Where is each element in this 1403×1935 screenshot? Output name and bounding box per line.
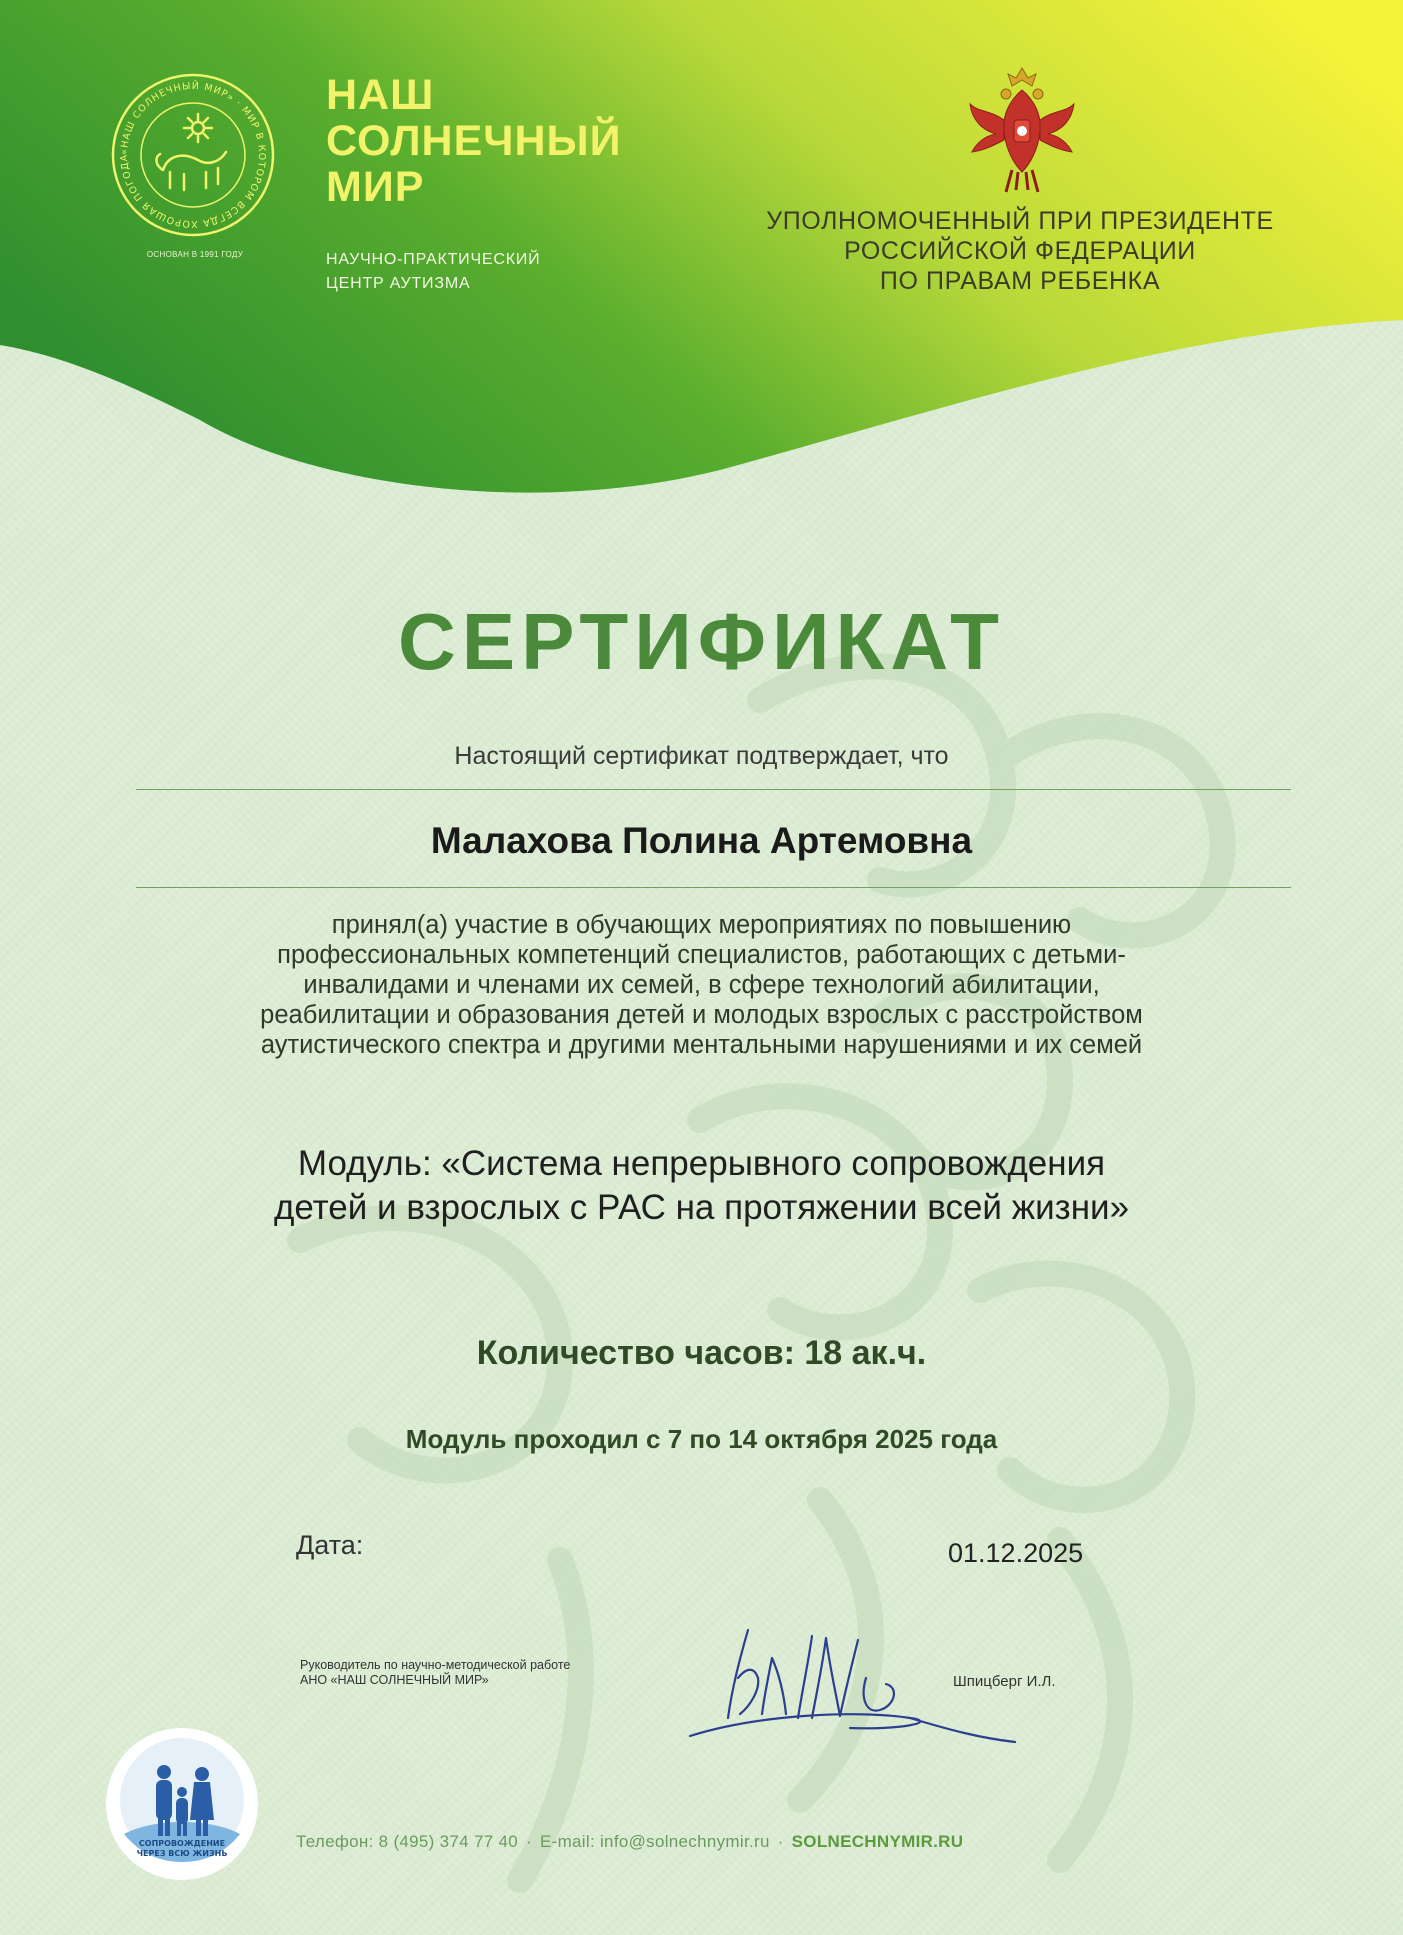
signatory-position bbox=[300, 1658, 570, 1688]
signatory-name: Шпицберг И.Л. bbox=[953, 1673, 1056, 1690]
email-link[interactable]: E-mail: info@solnechnymir.ru bbox=[539, 1832, 770, 1851]
founded-year: ОСНОВАН В 1991 ГОДУ bbox=[146, 250, 244, 259]
participation-line: профессиональных компетенций специалистов, работающих с детьми- bbox=[277, 941, 1126, 969]
confirmation-text: Настоящий сертификат подтверждает, что bbox=[454, 742, 949, 770]
brand-line: МИР bbox=[326, 163, 425, 211]
authority-line: РОССИЙСКОЙ ФЕДЕРАЦИИ bbox=[844, 237, 1196, 265]
participation-line: инвалидами и членами их семей, в сфере технологий абилитации, bbox=[303, 971, 1100, 999]
participation-line: реабилитации и образования детей и молодых взрослых с расстройством bbox=[260, 1001, 1143, 1029]
authority-line: УПОЛНОМОЧЕННЫЙ ПРИ ПРЕЗИДЕНТЕ bbox=[766, 207, 1274, 235]
phone-text: Телефон: 8 (495) 374 77 40 bbox=[296, 1832, 518, 1851]
brand-line: СОЛНЕЧНЫЙ bbox=[326, 117, 622, 165]
signatory-position-line: АНО «НАШ СОЛНЕЧНЫЙ МИР» bbox=[300, 1673, 489, 1687]
coat-of-arms-emblem bbox=[962, 60, 1082, 200]
module-line: Модуль: «Система непрерывного сопровождения bbox=[297, 1144, 1106, 1183]
divider-top bbox=[136, 789, 1291, 790]
contacts-footer bbox=[296, 1832, 963, 1852]
organization-logo bbox=[108, 70, 278, 240]
authority-line: ПО ПРАВАМ РЕБЕНКА bbox=[879, 267, 1161, 295]
certificate-title: СЕРТИФИКАТ bbox=[397, 597, 1006, 686]
badge-line: СОПРОВОЖДЕНИЕ bbox=[138, 1839, 226, 1848]
lifelong-support-badge bbox=[104, 1726, 260, 1882]
brand-subtitle bbox=[326, 248, 540, 296]
date-label: Дата: bbox=[296, 1530, 364, 1560]
divider-bottom bbox=[136, 887, 1291, 888]
participation-text bbox=[150, 910, 1253, 1060]
participation-line: принял(а) участие в обучающих мероприятиях по повышению bbox=[331, 911, 1072, 939]
module-line: детей и взрослых с РАС на протяжении всей жизни» bbox=[273, 1188, 1130, 1227]
authority-title bbox=[700, 206, 1340, 296]
module-title bbox=[120, 1142, 1283, 1230]
svg-text:«НАШ СОЛНЕЧНЫЙ МИР» · МИР В КО: «НАШ СОЛНЕЧНЫЙ МИР» · МИР В КОТОРОМ ВСЕГДА ХОРОШАЯ ПОГОДА bbox=[118, 80, 268, 230]
website-link[interactable]: SOLNECHNYMIR.RU bbox=[791, 1832, 964, 1851]
date-value: 01.12.2025 bbox=[948, 1538, 1084, 1568]
hours-count: Количество часов: 18 ак.ч. bbox=[476, 1334, 927, 1372]
brand-line: НАШ bbox=[326, 71, 435, 119]
recipient-name: Малахова Полина Артемовна bbox=[430, 820, 973, 861]
badge-line: ЧЕРЕЗ ВСЮ ЖИЗНЬ bbox=[136, 1849, 228, 1858]
participation-line: аутистического спектра и другими ментальными нарушениями и их семей bbox=[260, 1031, 1143, 1059]
brand-subtitle-line: ЦЕНТР АУТИЗМА bbox=[326, 275, 471, 292]
separator: · bbox=[526, 1832, 532, 1851]
module-period: Модуль проходил с 7 по 14 октября 2025 года bbox=[405, 1424, 998, 1454]
brand-subtitle-line: НАУЧНО-ПРАКТИЧЕСКИЙ bbox=[326, 251, 541, 268]
brand-name bbox=[326, 72, 622, 210]
signatory-position-line: Руководитель по научно-методической работе bbox=[300, 1658, 571, 1672]
separator: · bbox=[777, 1832, 784, 1851]
